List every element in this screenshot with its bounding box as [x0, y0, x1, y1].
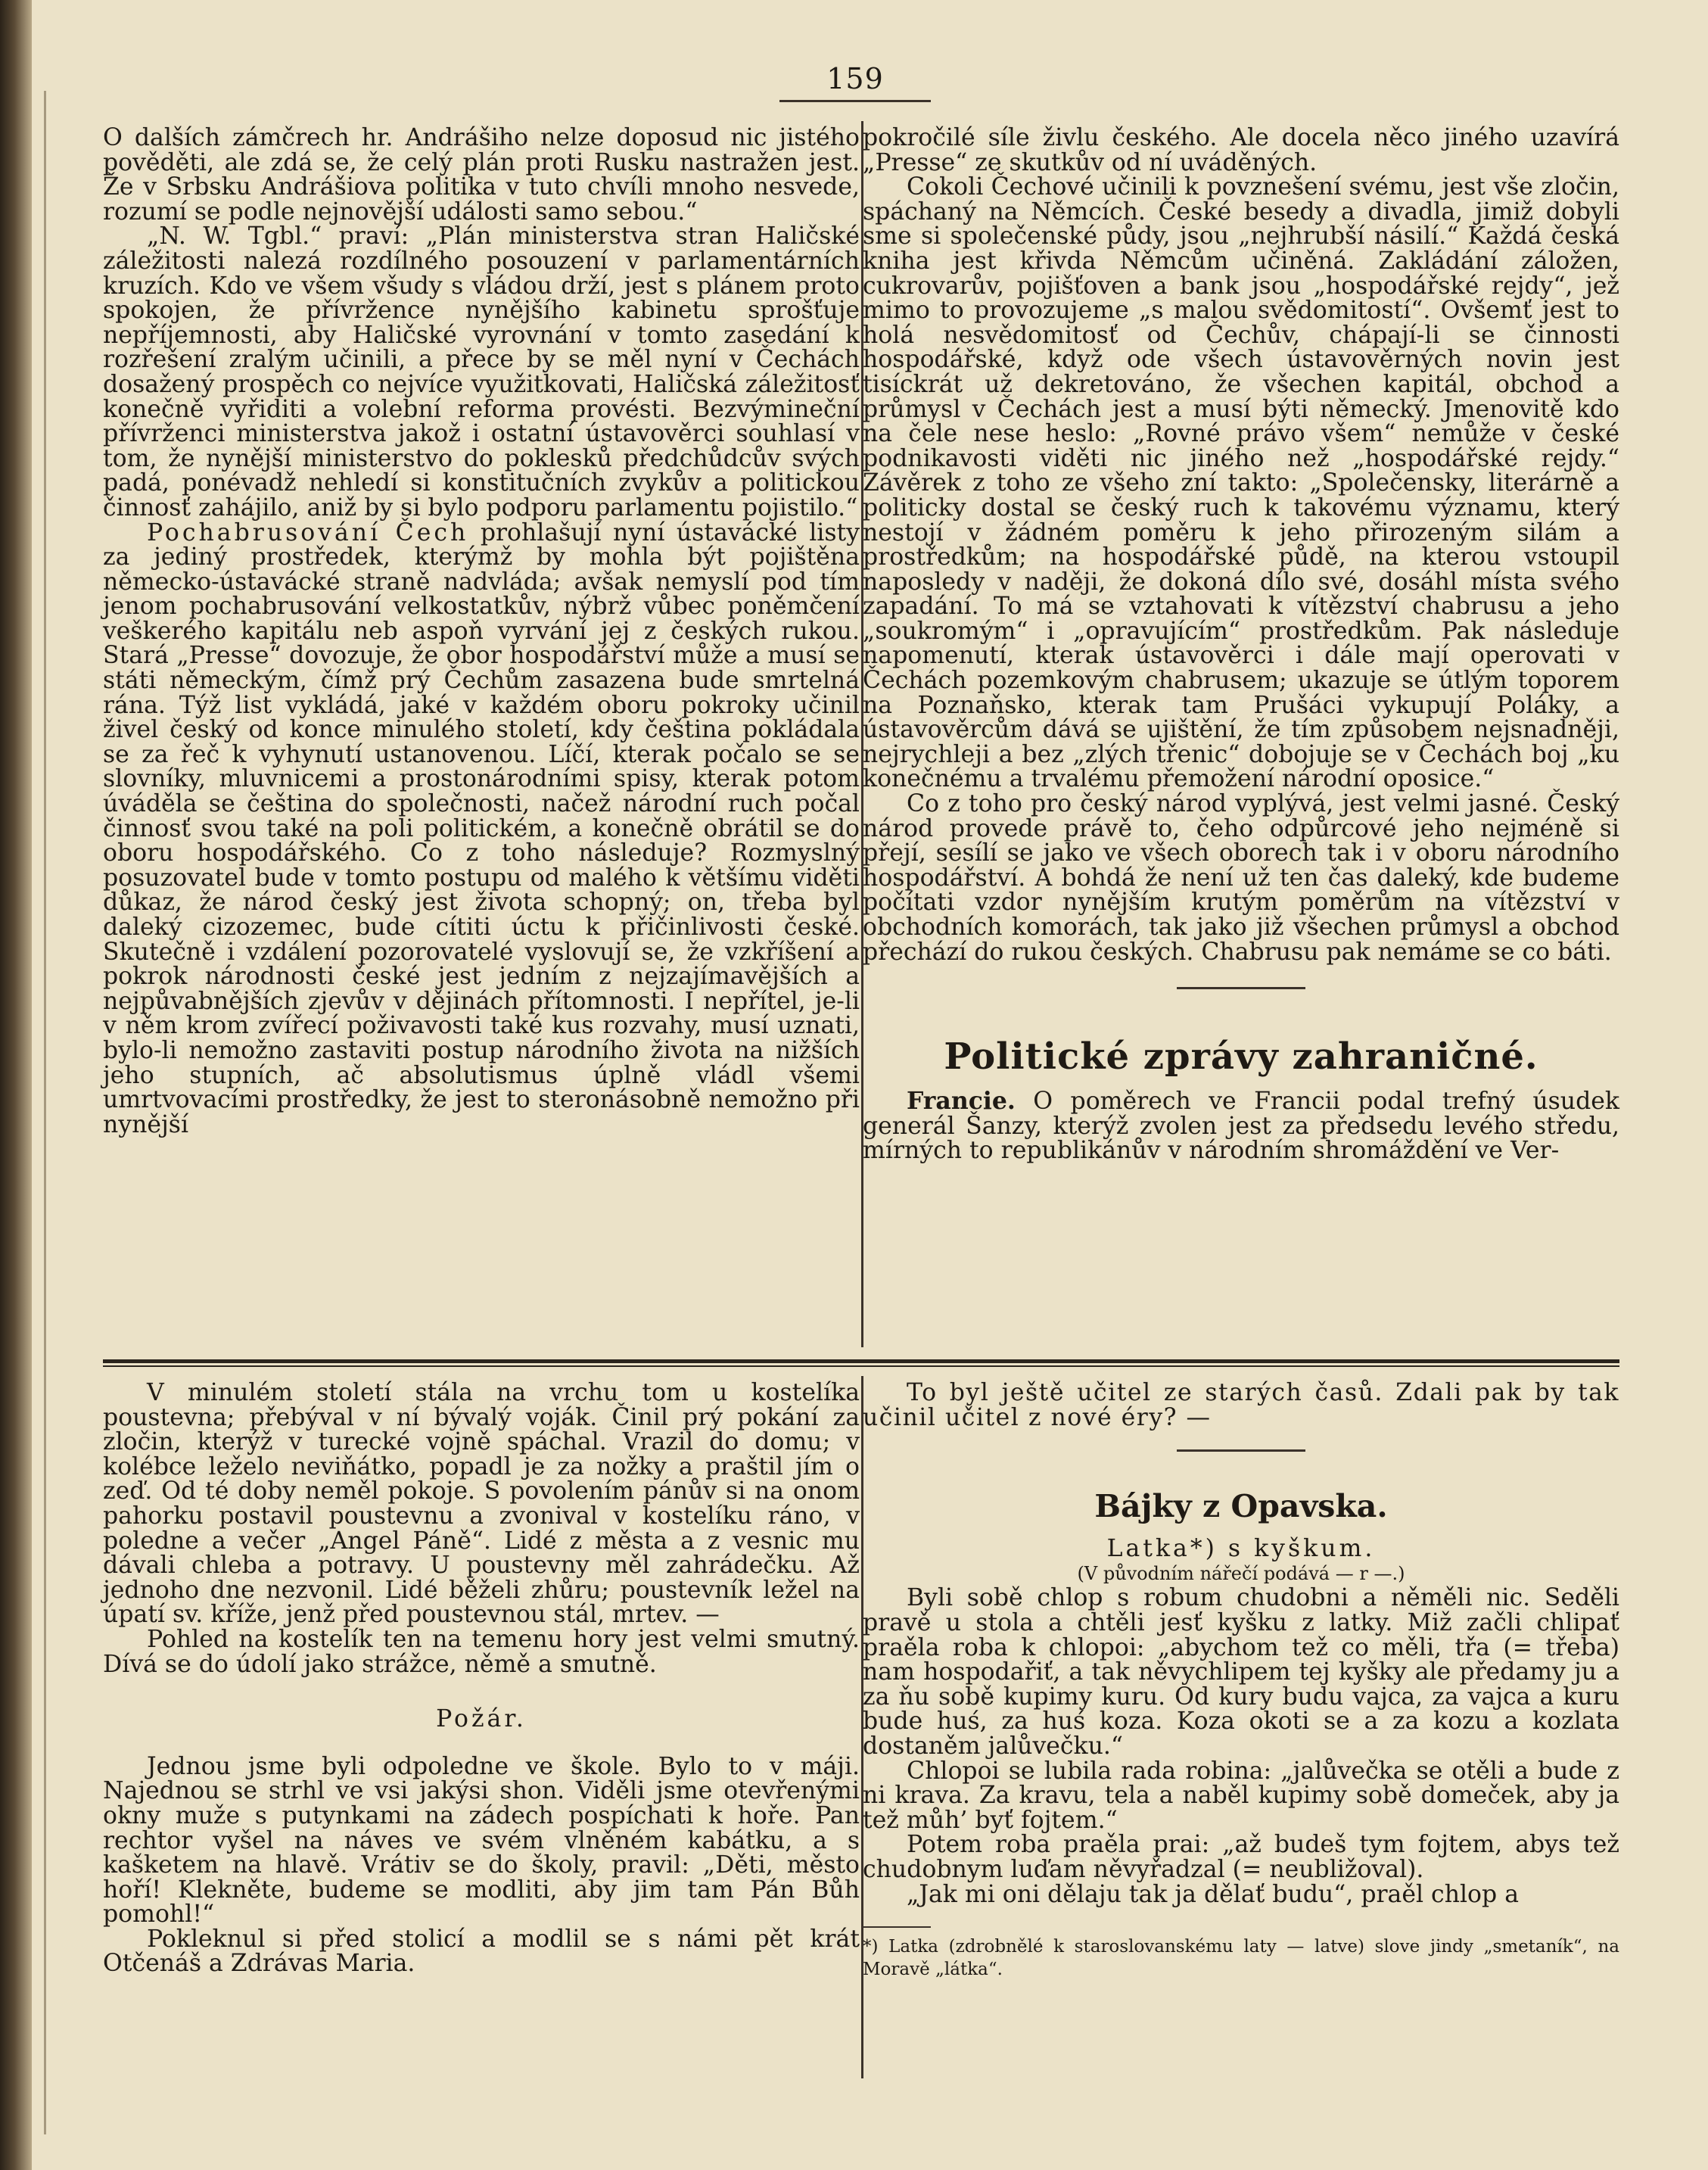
paragraph: To byl ještě učitel ze starých časů. Zdali pak by tak učinil učitel z nové éry? — [863, 1379, 1619, 1431]
section-separator [1177, 987, 1305, 989]
binding-edge [0, 0, 32, 2170]
binding-line [44, 91, 46, 2134]
paragraph: Byli sobě chlop s robum chudobni a něměli nic. Seděli pravě u stola a chtěli jesť kyšku z latky. Miž začli chlipať praěla roba k chlopoi: „abychom tež co měli, třa (= třeba) nam hospodařiť, a tak něvychlipem tej kyšky ale předamy ju a za ňu sobě kupimy kuru. Od kury budu vajca, za vajca a kuru bude huś, za huś koza. Koza okoti se a za kozu a kozlata dostaněm jalůvečku.“ [863, 1584, 1619, 1760]
page-number-rule [779, 100, 931, 102]
subsection-title: Latka*) s kyškum. [1106, 1535, 1376, 1563]
dialect-note: (V původním nářečí podává — r —.) [1077, 1562, 1405, 1584]
column-top-left [103, 126, 860, 1137]
paragraph-body: prohlašují nyní ústavácké listy za jediný prostředek, kterýmž by mohla být pojištěna německo-ústavácké straně nadvláda; avšak nemyslí pod tím jenom pochabrusování velkostatkův, nýbrž vůbec poněmčení veškerého kapitálu neb aspoň vyrvání jej z českých rukou. Stará „Presse“ dovozuje, že obor hospodářství může a musí se státi německým, čímž prý Čechům zasazena bude smrtelná rána. Týž list vykládá, jaké v každém oboru pokroky učinil živel český od konce minulého století, kdy čeština pokládala se za řeč k vyhynutí ustanovenou. Líčí, kterak počalo se se slovníky, mluvnicemi a prostonárodními spisy, kterak potom úváděla se čeština do společnosti, načež národní ruch počal činnosť svou také na poli politickém, a konečně obrátil se do oboru hospodářského. Co z toho následuje? Rozmyslný posuzovatel bude v tomto postupu od malého k většímu viděti důkaz, že národ český jest života schopný; on, třeba byl daleký cizozemec, bude cítiti úctu k přičinlivosti české. Skutečně i vzdálení pozorovatelé vyslovují se, že vzkříšení a pokrok národnosti české jest jedním z nejzajímavějších a nejpůvabnějších zjevův v dějinách přítomnosti. I nepřítel, je-li v něm krom zvířecí poživavosti také kus rozvahy, musí uznati, bylo-li nemožno zastaviti postup národního života na nižších jeho stupních, ač absolutismus úplně vládl všemi umrtvovacími prostředky, že jest to steronásobně nemožno při nynější [103, 518, 860, 1138]
paragraph: Chlopoi se lubila rada robina: „jalůvečka se otěli a bude z ni krava. Za kravu, tela a naběl kupimy sobě domeček, aby ja tež můh’ byť fojtem.“ [863, 1757, 1619, 1834]
paragraph-lead: Francie. [907, 1087, 1016, 1116]
paragraph: Cokoli Čechové učinili k povznešení svému, jest vše zločin, spáchaný na Němcích. České besedy a divadla, jimiž dobyli sme si společenské půdy, jsou „nejhrubší násilí.“ Každá česká kniha jest křivda Němcům učiněná. Zakládání záložen, cukrovarův, pojišťoven a bank jsou „hospodářské rejdy“, jež mimo to provozujeme „s malou svědomitostí“. Ovšemť jest to holá nesvědomitosť od Čechův, chápají-li se činnosti hospodářské, když ode všech ústavověrných novin jest tisíckrát už dekretováno, že všechen kapitál, obchod a průmysl v Čechách jest a musí býti německý. Jmenovitě kdo na čele nese heslo: „Rovné právo všem“ nemůže v české podnikavosti viděti nic jiného než „hospodářské rejdy.“ Závěrek z toho ze všeho zní takto: „Společensky, literárně a politicky dostal se český ruch k takovému významu, který nestojí v žádném poměru k jeho přirozeným silám a prostředkům; na hospodářské půdě, na kterou vstoupil naposledy v naději, že dokoná dílo své, dosáhl místa svého zapadání. To má se vztahovati k vítězství chabrusu a jeho „soukromým“ i „opravujícím“ prostředkům. Pak následuje napomenutí, kterak ústavověrci i dále mají operovati v Čechách pozemkovým chabrusem; ukazuje se útlým toporem na Poznaňsko, kterak tam Prušáci vykupují Poláky, a ústavověrcům dává se ujištění, že tím způsobem nejsnadněji, nejrychleji a bez „zlých třenic“ dobojuje se v Čechách boj „ku konečnému a trvalému přemožení národní oposice.“ [863, 173, 1619, 793]
paragraph [863, 1089, 1619, 1163]
footnote-rule [863, 1926, 931, 1928]
column-bottom-right [863, 1381, 1619, 1981]
paragraph-lead: Pochabrusování Čech [147, 518, 469, 546]
section-title: Bájky z Opavska. [1094, 1488, 1388, 1525]
paragraph: „Jak mi oni dělaju tak ja dělať budu“, praěl chlop a [907, 1880, 1519, 1908]
paragraph: Potem roba praěla prai: „až budeš tym fojtem, abys tež chudobnym luďam něvyřadzal (= neubližoval). [863, 1831, 1619, 1883]
paragraph: Pokleknul si před stolicí a modlil se s námi pět krát Otčenáš a Zdrávas Maria. [103, 1925, 860, 1978]
feuilleton-divider-thin [103, 1365, 1619, 1367]
paragraph: Pohled na kostelík ten na temenu hory jest velmi smutný. Dívá se do údolí jako strážce, němě a smutně. [103, 1625, 860, 1678]
section-separator [1177, 1449, 1305, 1452]
subsection-title: Požár. [436, 1705, 527, 1733]
footnote: *) Latka (zdrobnělé k staroslovanskému laty — latve) slove jindy „smetaník“, na Moravě „látka“. [863, 1937, 1619, 1980]
paragraph [103, 518, 860, 1138]
paragraph-body: O poměrech ve Francii podal trefný úsudek generál Šanzy, kterýž zvolen jest za předsedu levého středu, mírných to republikánův v národním shromáždění ve Ver- [863, 1088, 1619, 1165]
column-bottom-left [103, 1381, 860, 1976]
paragraph: Jednou jsme byli odpoledne ve škole. Bylo to v máji. Najednou se strhl ve vsi jakýsi shon. Viděli jsme otevřenými okny muže s putynkami na zádech pospíchati k hoře. Pan rechtor vyšel na náves ve svém vlněném kabátku, a s kašketem na hlavě. Vrátiv se do školy, pravil: „Děti, město hoří! Klekněte, budeme se modliti, aby jim tam Pán Bůh pomohl!“ [103, 1752, 860, 1929]
feuilleton-divider-thick [103, 1359, 1619, 1363]
paragraph: pokročilé síle živlu českého. Ale docela něco jiného uzavírá „Presse“ ze skutkův od ní uváděných. [863, 124, 1619, 176]
column-top-right [863, 126, 1619, 1163]
section-title: Politické zprávy zahraničné. [944, 1035, 1538, 1079]
page-number: 159 [826, 62, 884, 95]
paragraph: Co z toho pro český národ vyplývá, jest velmi jasné. Český národ provede právě to, čeho odpůrcové jeho nejméně si přejí, sesílí se jako ve všech oborech tak i v oboru národního hospodářství. A bohdá že není už ten čas daleký, kde budeme počítati vzdor nynějším krutým poměrům na vítězství v obchodních komorách, tak jako již všechen průmysl a obchod přechází do rukou českých. Chabrusu pak nemáme se co báti. [863, 790, 1619, 966]
paragraph: O dalších zámčrech hr. Andrášiho nelze doposud nic jistého pověděti, ale zdá se, že celý plán proti Rusku nastražen jest. Že v Srbsku Andrášiova politika v tuto chvíli mnoho nesvede, rozumí se podle nejnovější události samo sebou.“ [103, 124, 860, 226]
paragraph: V minulém století stála na vrchu tom u kostelíka poustevna; přebýval v ní bývalý voják. Činil prý pokání za zločin, kterýž v turecké vojně spáchal. Vrazil do domu; v kolébce leželo neviňátko, popadl je za nožky a praštil jím o zeď. Od té doby neměl pokoje. S povolením pánův si na onom pahorku postavil poustevnu a zvonival v kostelíku ráno, v poledne a večer „Angel Páně“. Lidé z města a z vesnic mu dávali chleba a potravy. U poustevny měl zahrádečku. Až jednoho dne nezvonil. Lidé běželi zhůru; poustevník ležel na úpatí sv. kříže, jenž před poustevnou stál, mrtev. — [103, 1379, 860, 1629]
paragraph: „N. W. Tgbl.“ praví: „Plán ministerstva stran Haličské záležitosti nalezá rozdílného posouzení v parlamentárních kruzích. Kdo ve všem všudy s vládou drží, jest s plánem proto spokojen, že přívržence nynějšího kabinetu sprošťuje nepříjemnosti, aby Haličské vyrovnání v tomto zasedání k rozřešení zralým učinili, a přece by se měl nyní v Čechách dosažený prospěch co nejvíce využitkovati, Haličská záležitosť konečně vyřiditi a volební reforma provésti. Bezvýminеční přívrženci ministerstva jakož i ostatní ústavověrci souhlasí v tom, že nynější ministerstvo do poklesků předchůdcův svých padá, ponévadž nehledí si konstitučních zvykův a politickou činnosť zahájilo, aniž by si bylo podporu parlamentu pojistilo.“ [103, 223, 860, 521]
